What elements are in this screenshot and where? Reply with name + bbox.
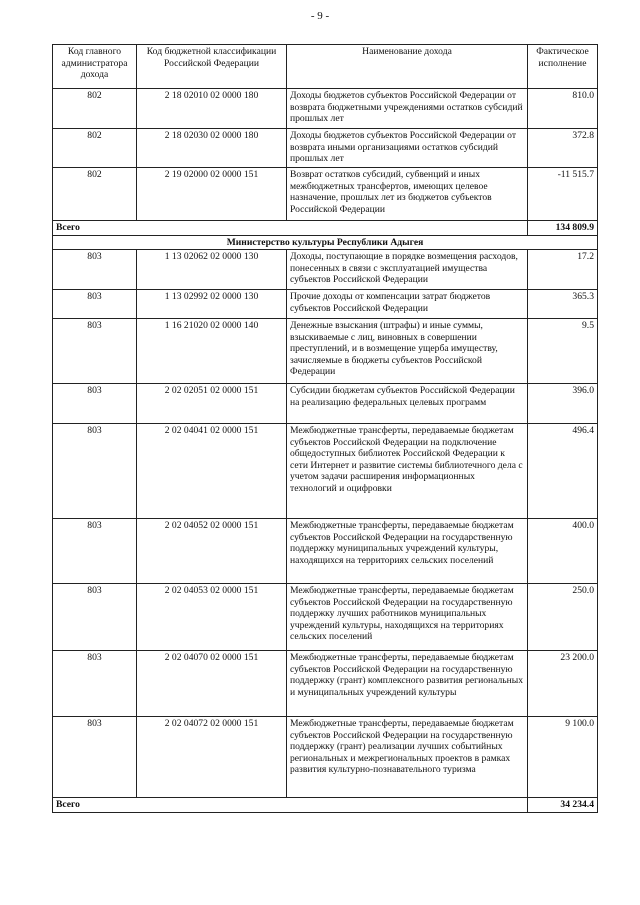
admin-code: 803 xyxy=(53,424,137,519)
admin-code: 803 xyxy=(53,519,137,584)
total-amount: 134 809.9 xyxy=(528,221,598,236)
amount: 372.8 xyxy=(528,129,598,168)
amount: 810.0 xyxy=(528,89,598,129)
admin-code: 803 xyxy=(53,584,137,651)
revenue-name: Межбюджетные трансферты, передаваемые бюджетам субъектов Российской Федерации на государственную поддержку (грант) реализации лучших событийных региональных и межрегиональных проектов в рамках развития культурно-познавательного туризма xyxy=(287,717,528,798)
admin-code: 802 xyxy=(53,129,137,168)
kbk-code: 2 18 02010 02 0000 180 xyxy=(137,89,287,129)
header-name: Наименование дохода xyxy=(287,45,528,89)
table-row xyxy=(53,290,598,319)
section-title-row xyxy=(53,235,598,250)
table-row xyxy=(53,250,598,290)
amount: 400.0 xyxy=(528,519,598,584)
revenue-name: Прочие доходы от компенсации затрат бюджетов субъектов Российской Федерации xyxy=(287,290,528,319)
admin-code: 803 xyxy=(53,717,137,798)
revenue-name: Межбюджетные трансферты, передаваемые бюджетам субъектов Российской Федерации на государственную поддержку муниципальных учреждений культуры, находящихся на территориях сельских поселений xyxy=(287,519,528,584)
amount: 496.4 xyxy=(528,424,598,519)
total-label: Всего xyxy=(53,221,528,236)
amount: 9 100.0 xyxy=(528,717,598,798)
table-row xyxy=(53,519,598,584)
revenue-name: Межбюджетные трансферты, передаваемые бюджетам субъектов Российской Федерации на государственную поддержку (грант) комплексного развития региональных и муниципальных учреждений культуры xyxy=(287,651,528,717)
total-amount: 34 234.4 xyxy=(528,798,598,813)
total-row xyxy=(53,221,598,236)
revenue-name: Доходы, поступающие в порядке возмещения расходов, понесенных в связи с эксплуатацией имущества субъектов Российской Федерации xyxy=(287,250,528,290)
kbk-code: 2 19 02000 02 0000 151 xyxy=(137,168,287,221)
kbk-code: 2 02 02051 02 0000 151 xyxy=(137,384,287,424)
kbk-code: 2 18 02030 02 0000 180 xyxy=(137,129,287,168)
page-number: - 9 - xyxy=(310,10,330,22)
kbk-code: 1 16 21020 02 0000 140 xyxy=(137,319,287,384)
kbk-code: 2 02 04041 02 0000 151 xyxy=(137,424,287,519)
admin-code: 803 xyxy=(53,651,137,717)
total-row xyxy=(53,798,598,813)
section-title: Министерство культуры Республики Адыгея xyxy=(53,235,598,250)
table-header xyxy=(53,45,598,89)
amount: -11 515.7 xyxy=(528,168,598,221)
table-row xyxy=(53,168,598,221)
header-kbk: Код бюджетной классификации Российской Федерации xyxy=(137,45,287,89)
kbk-code: 1 13 02062 02 0000 130 xyxy=(137,250,287,290)
admin-code: 803 xyxy=(53,250,137,290)
revenue-name: Межбюджетные трансферты, передаваемые бюджетам субъектов Российской Федерации на подключение общедоступных библиотек Российской Федерации к сети Интернет и развитие системы библиотечного дела с учетом задачи расширения информационных технологий и оцифровки xyxy=(287,424,528,519)
amount: 17.2 xyxy=(528,250,598,290)
admin-code: 803 xyxy=(53,384,137,424)
total-label: Всего xyxy=(53,798,528,813)
table-body xyxy=(53,89,598,813)
admin-code: 802 xyxy=(53,89,137,129)
revenue-name: Межбюджетные трансферты, передаваемые бюджетам субъектов Российской Федерации на государственную поддержку лучших работников муниципальных учреждений культуры, находящихся на территориях сельских поселений xyxy=(287,584,528,651)
table-row xyxy=(53,717,598,798)
kbk-code: 2 02 04070 02 0000 151 xyxy=(137,651,287,717)
amount: 250.0 xyxy=(528,584,598,651)
header-admin: Код главного администратора дохода xyxy=(53,45,137,89)
table-row xyxy=(53,424,598,519)
revenue-name: Доходы бюджетов субъектов Российской Федерации от возврата бюджетными учреждениями остатков субсидий прошлых лет xyxy=(287,89,528,129)
amount: 9.5 xyxy=(528,319,598,384)
amount: 23 200.0 xyxy=(528,651,598,717)
kbk-code: 1 13 02992 02 0000 130 xyxy=(137,290,287,319)
kbk-code: 2 02 04052 02 0000 151 xyxy=(137,519,287,584)
admin-code: 803 xyxy=(53,319,137,384)
admin-code: 803 xyxy=(53,290,137,319)
kbk-code: 2 02 04072 02 0000 151 xyxy=(137,717,287,798)
revenue-name: Субсидии бюджетам субъектов Российской Федерации на реализацию федеральных целевых программ xyxy=(287,384,528,424)
table-row xyxy=(53,384,598,424)
header-amount: Фактическое исполнение xyxy=(528,45,598,89)
table-row xyxy=(53,319,598,384)
amount: 396.0 xyxy=(528,384,598,424)
revenue-name: Доходы бюджетов субъектов Российской Федерации от возврата иными организациями остатков субсидий прошлых лет xyxy=(287,129,528,168)
revenue-name: Возврат остатков субсидий, субвенций и иных межбюджетных трансфертов, имеющих целевое назначение, прошлых лет из бюджетов субъектов Российской Федерации xyxy=(287,168,528,221)
table-row xyxy=(53,129,598,168)
revenue-table xyxy=(52,44,598,813)
kbk-code: 2 02 04053 02 0000 151 xyxy=(137,584,287,651)
revenue-name: Денежные взыскания (штрафы) и иные суммы, взыскиваемые с лиц, виновных в совершении преступлений, и в возмещение ущерба имуществу, зачисляемые в бюджеты субъектов Российской Федерации xyxy=(287,319,528,384)
table-row xyxy=(53,584,598,651)
table-row xyxy=(53,651,598,717)
table-row xyxy=(53,89,598,129)
admin-code: 802 xyxy=(53,168,137,221)
amount: 365.3 xyxy=(528,290,598,319)
